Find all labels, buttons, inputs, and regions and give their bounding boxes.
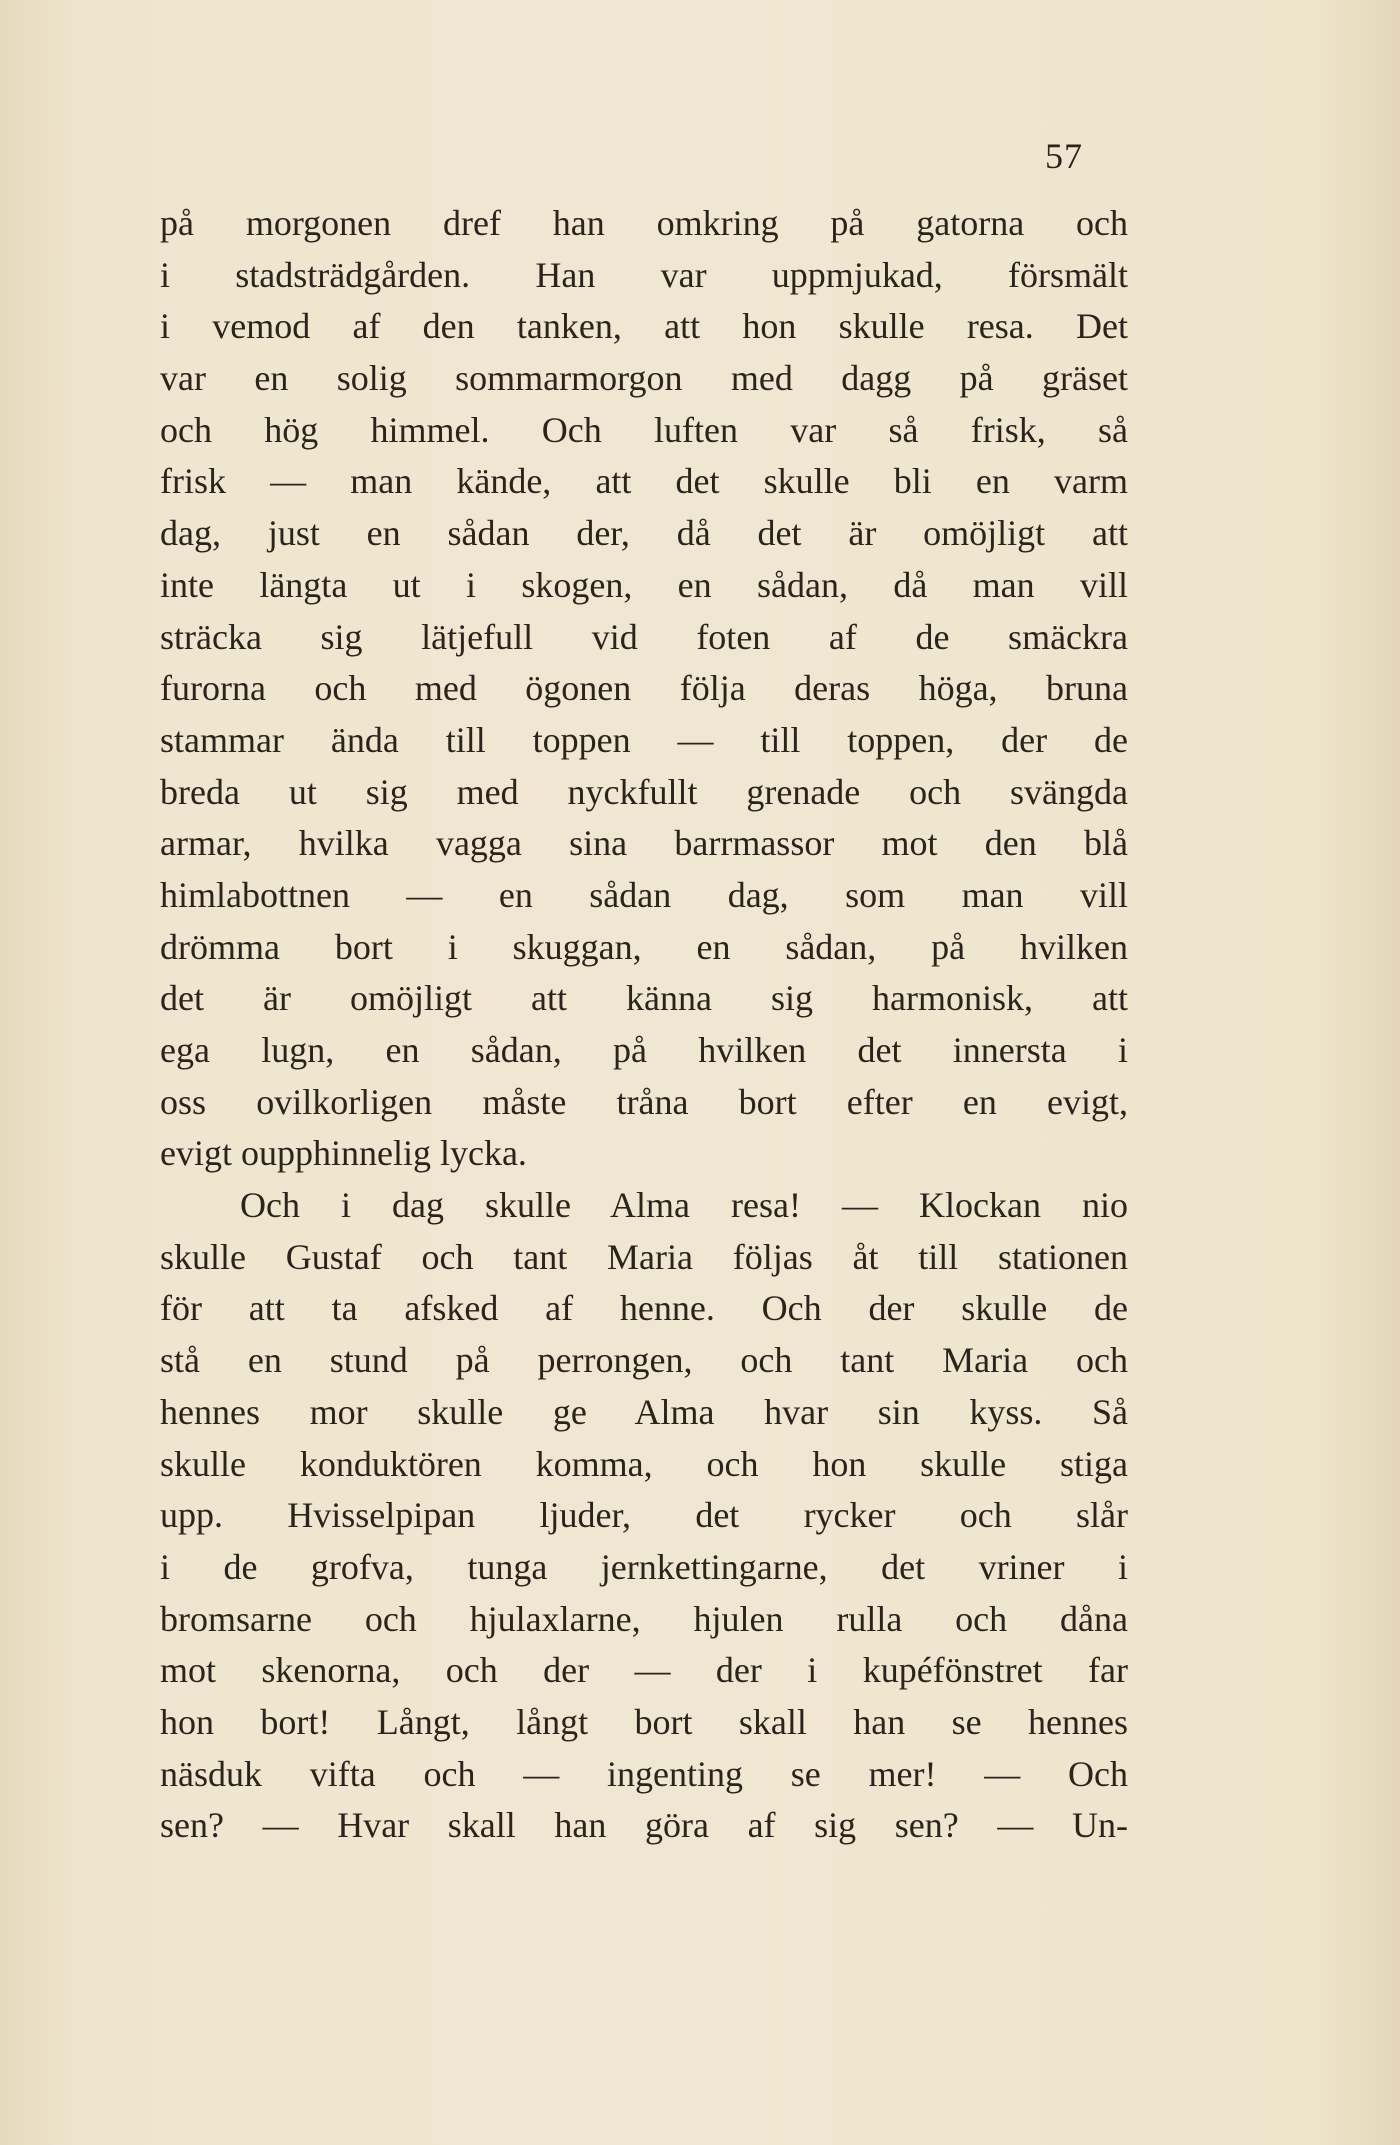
text-line: dag, just en sådan der, då det är omöjligt att [160,513,1128,554]
text-line: frisk — man kände, att det skulle bli en varm [160,461,1128,502]
text-line: Och i dag skulle Alma resa! — Klockan nio [240,1185,1128,1226]
text-line: i de grofva, tunga jernkettingarne, det vriner i [160,1546,1128,1587]
text-line: stammar ända till toppen — till toppen, der de [160,719,1128,760]
text-line: sträcka sig lätjefull vid foten af de smäckra [160,616,1128,657]
text-line: drömma bort i skuggan, en sådan, på hvilken [160,926,1128,967]
text-line: furorna och med ögonen följa deras höga, bruna [160,668,1128,709]
text-line: himlabottnen — en sådan dag, som man vill [160,874,1128,915]
text-line: armar, hvilka vagga sina barrmassor mot den blå [160,823,1128,864]
text-line: sen? — Hvar skall han göra af sig sen? — Un- [160,1805,1128,1846]
text-line: breda ut sig med nyckfullt grenade och svängda [160,771,1128,812]
text-line: näsduk vifta och — ingenting se mer! — Och [160,1753,1128,1794]
text-line: inte längta ut i skogen, en sådan, då man vill [160,564,1128,605]
text-line: det är omöjligt att känna sig harmonisk, att [160,978,1128,1019]
text-line: i vemod af den tanken, att hon skulle resa. Det [160,306,1128,347]
text-line: evigt oupphinnelig lycka. [160,1133,527,1174]
text-line: upp. Hvisselpipan ljuder, det rycker och slår [160,1495,1128,1536]
text-line: hon bort! Långt, långt bort skall han se hennes [160,1701,1128,1742]
text-line: bromsarne och hjulaxlarne, hjulen rulla och dåna [160,1598,1128,1639]
text-line: mot skenorna, och der — der i kupéfönstret far [160,1650,1128,1691]
page-number: 57 [1045,136,1083,176]
text-line: var en solig sommarmorgon med dagg på gräset [160,358,1128,399]
text-line: stå en stund på perrongen, och tant Maria och [160,1340,1128,1381]
text-line: för att ta afsked af henne. Och der skulle de [160,1288,1128,1329]
text-line: skulle konduktören komma, och hon skulle stiga [160,1443,1128,1484]
text-line: hennes mor skulle ge Alma hvar sin kyss. Så [160,1391,1128,1432]
text-line: skulle Gustaf och tant Maria följas åt till stationen [160,1236,1128,1277]
text-line: i stadsträdgården. Han var uppmjukad, försmält [160,254,1128,295]
text-line: oss ovilkorligen måste tråna bort efter en evigt, [160,1081,1128,1122]
body-text [160,198,1128,1852]
text-line: på morgonen dref han omkring på gatorna och [160,203,1128,243]
text-line: ega lugn, en sådan, på hvilken det innersta i [160,1030,1128,1070]
text-line: och hög himmel. Och luften var så frisk, så [160,409,1128,450]
